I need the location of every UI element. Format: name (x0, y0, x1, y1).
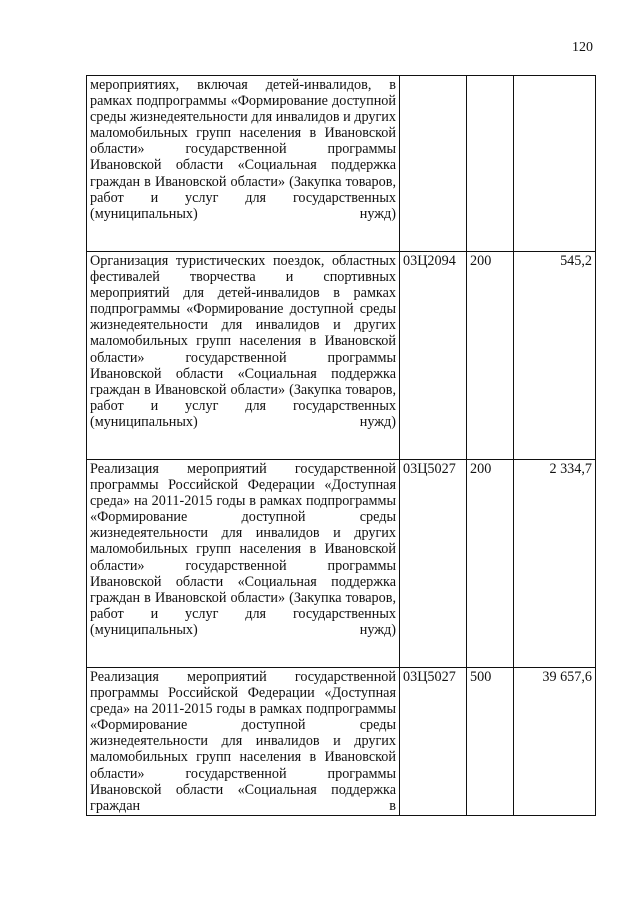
expense-description: мероприятиях, включая детей-инвалидов, в рамках подпрограммы «Формирование доступной среды жизнедеятельности для инвалидов и других маломобильных групп населения в Ивановской области» государственной программы Ивановской области «Социальная поддержка граждан в Ивановской области» (Закупка товаров, работ и услуг для государственных (муниципальных) нужд) (87, 76, 400, 252)
expense-kind: 200 (467, 460, 514, 668)
amount: 545,2 (514, 252, 596, 460)
expense-kind: 500 (467, 668, 514, 816)
amount: 2 334,7 (514, 460, 596, 668)
expense-description: Реализация мероприятий государственной программы Российской Федерации «Доступная среда» на 2011-2015 годы в рамках подпрограммы «Формирование доступной среды жизнедеятельности для инвалидов и других маломобильных групп населения в Ивановской области» государственной программы Ивановской области «Социальная поддержка граждан в (87, 668, 400, 816)
target-article-code: 03Ц5027 (400, 668, 467, 816)
amount (514, 76, 596, 252)
table-row (87, 252, 596, 460)
expense-description: Организация туристических поездок, областных фестивалей творчества и спортивных мероприятий для детей-инвалидов в рамках подпрограммы «Формирование доступной среды жизнедеятельности для инвалидов и других маломобильных групп населения в Ивановской области» государственной программы Ивановской области «Социальная поддержка граждан в Ивановской области» (Закупка товаров, работ и услуг для государственных (муниципальных) нужд) (87, 252, 400, 460)
target-article-code (400, 76, 467, 252)
table-row (87, 76, 596, 252)
table-row (87, 668, 596, 816)
budget-table (86, 75, 596, 816)
amount: 39 657,6 (514, 668, 596, 816)
expense-kind: 200 (467, 252, 514, 460)
page-number: 120 (572, 40, 593, 55)
expense-description: Реализация мероприятий государственной программы Российской Федерации «Доступная среда» на 2011-2015 годы в рамках подпрограммы «Формирование доступной среды жизнедеятельности для инвалидов и других маломобильных групп населения в Ивановской области» государственной программы Ивановской области «Социальная поддержка граждан в Ивановской области» (Закупка товаров, работ и услуг для государственных (муниципальных) нужд) (87, 460, 400, 668)
target-article-code: 03Ц5027 (400, 460, 467, 668)
expense-kind (467, 76, 514, 252)
target-article-code: 03Ц2094 (400, 252, 467, 460)
table-row (87, 460, 596, 668)
